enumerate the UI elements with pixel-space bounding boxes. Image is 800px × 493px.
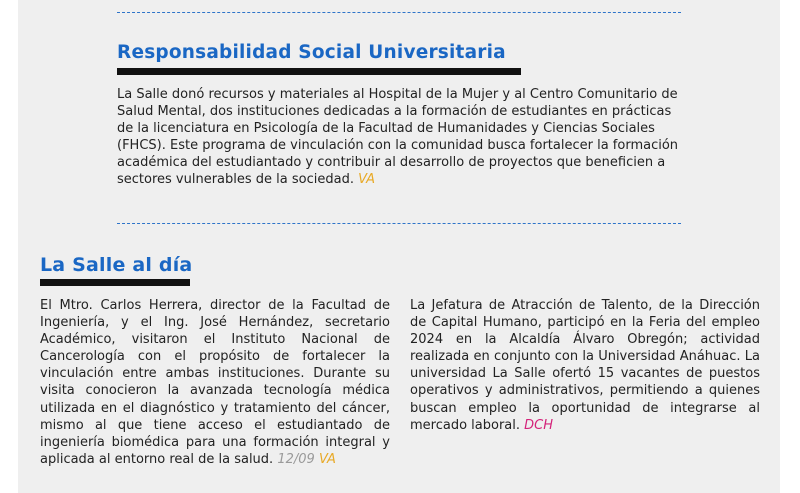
middle-divider bbox=[117, 223, 681, 224]
dia-right-paragraph bbox=[410, 297, 760, 434]
top-divider bbox=[117, 12, 681, 13]
dia-left-body: El Mtro. Carlos Herrera, director de la Facultad de Ingeniería, y el Ing. José Hernández, secretario Académico, visitaron el Instituto Nacional de Cancerología con el propósito de fortalecer la vinculación entre ambas instituciones. Durante su visita conocieron la avanzada tecnología médica utilizada en el diagnóstico y tratamiento del cáncer, mismo al que tiene acceso el estudiantado de ingeniería biomédica para una formación integral y aplicada al entorno real de la salud. bbox=[40, 298, 390, 467]
rsu-paragraph bbox=[117, 86, 685, 189]
dia-right-author-tag: DCH bbox=[524, 417, 554, 433]
dia-left-paragraph bbox=[40, 297, 390, 468]
dia-right-body: La Jefatura de Atracción de Talento, de la Dirección de Capital Humano, participó en la Feria del empleo 2024 en la Alcaldía Álvaro Obregón; actividad realizada en conjunto con la Universidad Anáhuac. La universidad La Salle ofertó 15 vacantes de puestos operativos y administrativos, permitiendo a quienes buscan empleo la oportunidad de integrarse al mercado laboral. bbox=[410, 298, 760, 433]
rsu-title-underline bbox=[117, 68, 521, 75]
rsu-body: La Salle donó recursos y materiales al Hospital de la Mujer y al Centro Comunitario de Salud Mental, dos instituciones dedicadas a la formación de estudiantes en prácticas de la licenciatura en Psicología de la Facultad de Humanidades y Ciencias Sociales (FHCS). Este programa de vinculación con la comunidad busca fortalecer la formación académica del estudiantado y contribuir al desarrollo de proyectos que beneficien a sectores vulnerables de la sociedad. bbox=[117, 87, 679, 188]
dia-left-date: 12/09 bbox=[277, 451, 315, 467]
dia-left-author-tag: VA bbox=[318, 451, 336, 467]
rsu-author-tag: VA bbox=[358, 172, 376, 188]
dia-title-underline bbox=[40, 279, 190, 286]
dia-title: La Salle al día bbox=[40, 254, 193, 276]
rsu-title: Responsabilidad Social Universitaria bbox=[117, 42, 506, 63]
